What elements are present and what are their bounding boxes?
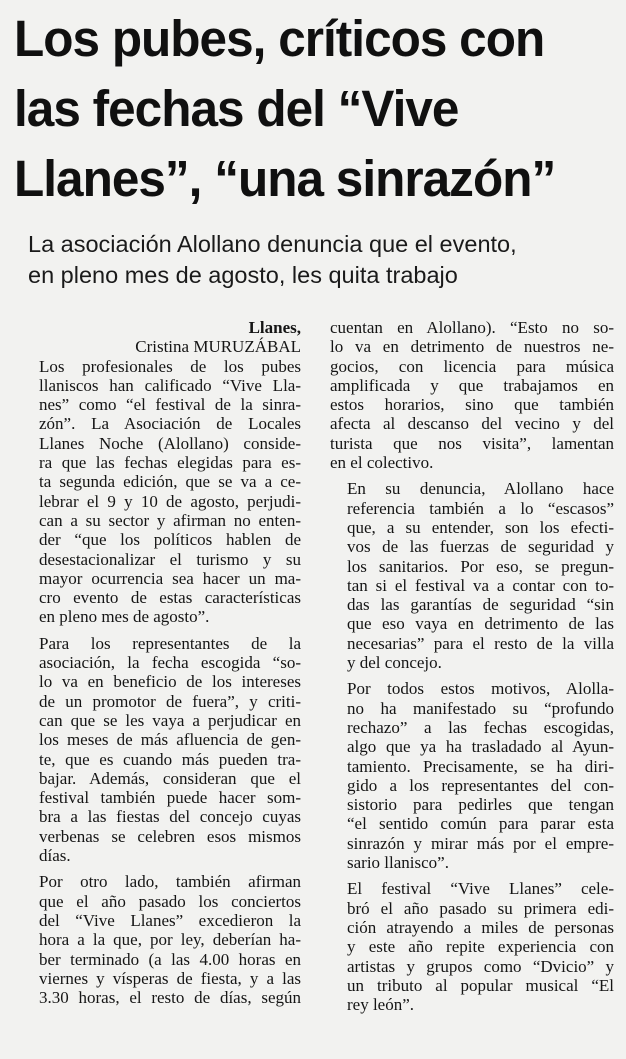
text-line: Por todos estos motivos, Alolla- xyxy=(347,679,614,699)
text-line: los sanitarios. Por eso, se pregun- xyxy=(347,556,614,576)
text-line: tamiento. Precisamente, se ha diri- xyxy=(347,756,614,776)
text-line: nes” como “el festival de la sinra- xyxy=(39,395,301,415)
text-line: y del concejo. xyxy=(347,653,442,673)
text-line: sistorio para pedirles que tengan xyxy=(347,795,614,815)
text-line: que, a su entender, son los efecti- xyxy=(347,517,614,537)
text-line: te, que es cuando más pueden tra- xyxy=(39,749,301,769)
text-line: rechazo” a las fechas escogidas, xyxy=(347,717,614,737)
text-line: can a su sector y afirman no enten- xyxy=(39,510,301,530)
text-line: bra a las fiestas del concejo cuyas xyxy=(39,807,301,827)
dateline-place: Llanes, xyxy=(248,318,301,337)
text-line: ción atrayendo a miles de personas xyxy=(347,917,614,937)
text-line: can que se les vaya a perjudicar en xyxy=(39,710,301,730)
paragraph xyxy=(330,679,614,872)
paragraph xyxy=(330,879,614,1014)
dateline xyxy=(22,318,301,357)
paragraph xyxy=(330,318,614,472)
text-line: festival también puede hacer som- xyxy=(39,788,301,808)
text-line: ber terminado (a las 4.00 horas en xyxy=(39,949,301,969)
text-line: das las garantías de seguridad “sin xyxy=(347,595,614,615)
text-line: ta segunda edición, que se va a ce- xyxy=(39,472,301,492)
text-line: verbenas se celebren esos mismos xyxy=(39,826,301,846)
text-line: estos horarios, sino que también xyxy=(330,395,614,415)
text-line: referencia también a lo “escasos” xyxy=(347,498,614,518)
text-line: los meses de más afluencia de gen- xyxy=(39,730,301,750)
text-line: 3.30 horas, el resto de días, según xyxy=(39,988,301,1008)
text-line: cuentan en Alollano). “Esto no so- xyxy=(330,318,614,337)
text-line: en el colectivo. xyxy=(330,453,434,473)
text-line: cro evento de estas características xyxy=(39,588,301,608)
text-line: viernes y vísperas de fiesta, y a las xyxy=(39,968,301,988)
text-line: “el sentido común para parar esta xyxy=(347,814,614,834)
left-column xyxy=(22,318,301,1007)
text-line: en pleno mes de agosto”. xyxy=(39,607,210,627)
subhead-line: La asociación Alollano denuncia que el evento, xyxy=(28,231,517,257)
text-line: Por otro lado, también afirman xyxy=(39,872,301,892)
text-line: no ha manifestado su “profundo xyxy=(347,698,614,718)
text-line: Llanes Noche (Alollano) conside- xyxy=(39,433,301,453)
paragraph xyxy=(22,872,301,1007)
text-line: El festival “Vive Llanes” cele- xyxy=(347,879,614,899)
text-line: amplificada y que trabajamos en xyxy=(330,375,614,395)
text-line: artistas y grupos como “Dvicio” y xyxy=(347,956,614,976)
text-line: tan si el festival va a contar con to- xyxy=(347,575,614,595)
text-line: de un promotor de fuera”, y criti- xyxy=(39,691,301,711)
text-line: días. xyxy=(39,846,71,866)
text-line: llaniscos han calificado “Vive Lla- xyxy=(39,375,301,395)
text-line: que eso vaya en detrimento de las xyxy=(347,614,614,634)
text-line: un tributo al popular musical “El xyxy=(347,975,614,995)
headline-line: Llanes”, “una sinrazón” xyxy=(14,150,556,207)
text-line: zón”. La Asociación de Locales xyxy=(39,414,301,434)
text-line: y este año repite experiencia con xyxy=(347,937,614,957)
subheadline xyxy=(28,229,618,291)
text-line: algo que ya ha trasladado al Ayun- xyxy=(347,737,614,757)
text-line: necesarias” para el resto de la villa xyxy=(347,633,614,653)
text-line: ra que las fechas elegidas para es- xyxy=(39,453,301,473)
text-line: bró el año pasado su primera edi- xyxy=(347,898,614,918)
text-line: En su denuncia, Alollano hace xyxy=(347,479,614,499)
text-line: gido a los representantes del con- xyxy=(347,775,614,795)
text-line: sario llanisco”. xyxy=(347,853,449,873)
text-line: hora a la que, por ley, deberían ha- xyxy=(39,930,301,950)
text-line: rey león”. xyxy=(347,995,415,1015)
text-line: asociación, la fecha escogida “so- xyxy=(39,653,301,673)
paragraph xyxy=(22,634,301,866)
headline-line: Los pubes, críticos con xyxy=(14,10,545,67)
text-line: gocios, con licencia para música xyxy=(330,356,614,376)
text-line: afecta al descanso del vecino y del xyxy=(330,414,614,434)
text-line: lebrar el 9 y 10 de agosto, perjudi- xyxy=(39,491,301,511)
headline-line: las fechas del “Vive xyxy=(14,80,459,137)
subhead-line: en pleno mes de agosto, les quita trabajo xyxy=(28,262,458,288)
text-line: lo va en detrimento de nuestros ne- xyxy=(330,337,614,357)
text-line: mayor ocurrencia sea hacer un ma- xyxy=(39,568,301,588)
paragraph xyxy=(22,357,301,627)
text-line: turista que nos visita”, lamentan xyxy=(330,433,614,453)
right-column xyxy=(330,318,614,1014)
text-line: bajar. Además, consideran que el xyxy=(39,768,301,788)
paragraph xyxy=(330,479,614,672)
text-line: lo va en beneficio de los intereses xyxy=(39,672,301,692)
text-line: Para los representantes de la xyxy=(39,633,301,653)
text-line: del “Vive Llanes” excedieron la xyxy=(39,910,301,930)
text-line: der “que los políticos hablen de xyxy=(39,530,301,550)
text-line: sinrazón y mirar más por el empre- xyxy=(347,833,614,853)
byline-author: Cristina MURUZÁBAL xyxy=(135,337,301,357)
text-line: Los profesionales de los pubes xyxy=(39,356,301,376)
text-line: desestacionalizar el turismo y su xyxy=(39,549,301,569)
headline xyxy=(14,4,596,214)
text-line: vos de las fuerzas de seguridad y xyxy=(347,537,614,557)
text-line: que el año pasado los conciertos xyxy=(39,891,301,911)
